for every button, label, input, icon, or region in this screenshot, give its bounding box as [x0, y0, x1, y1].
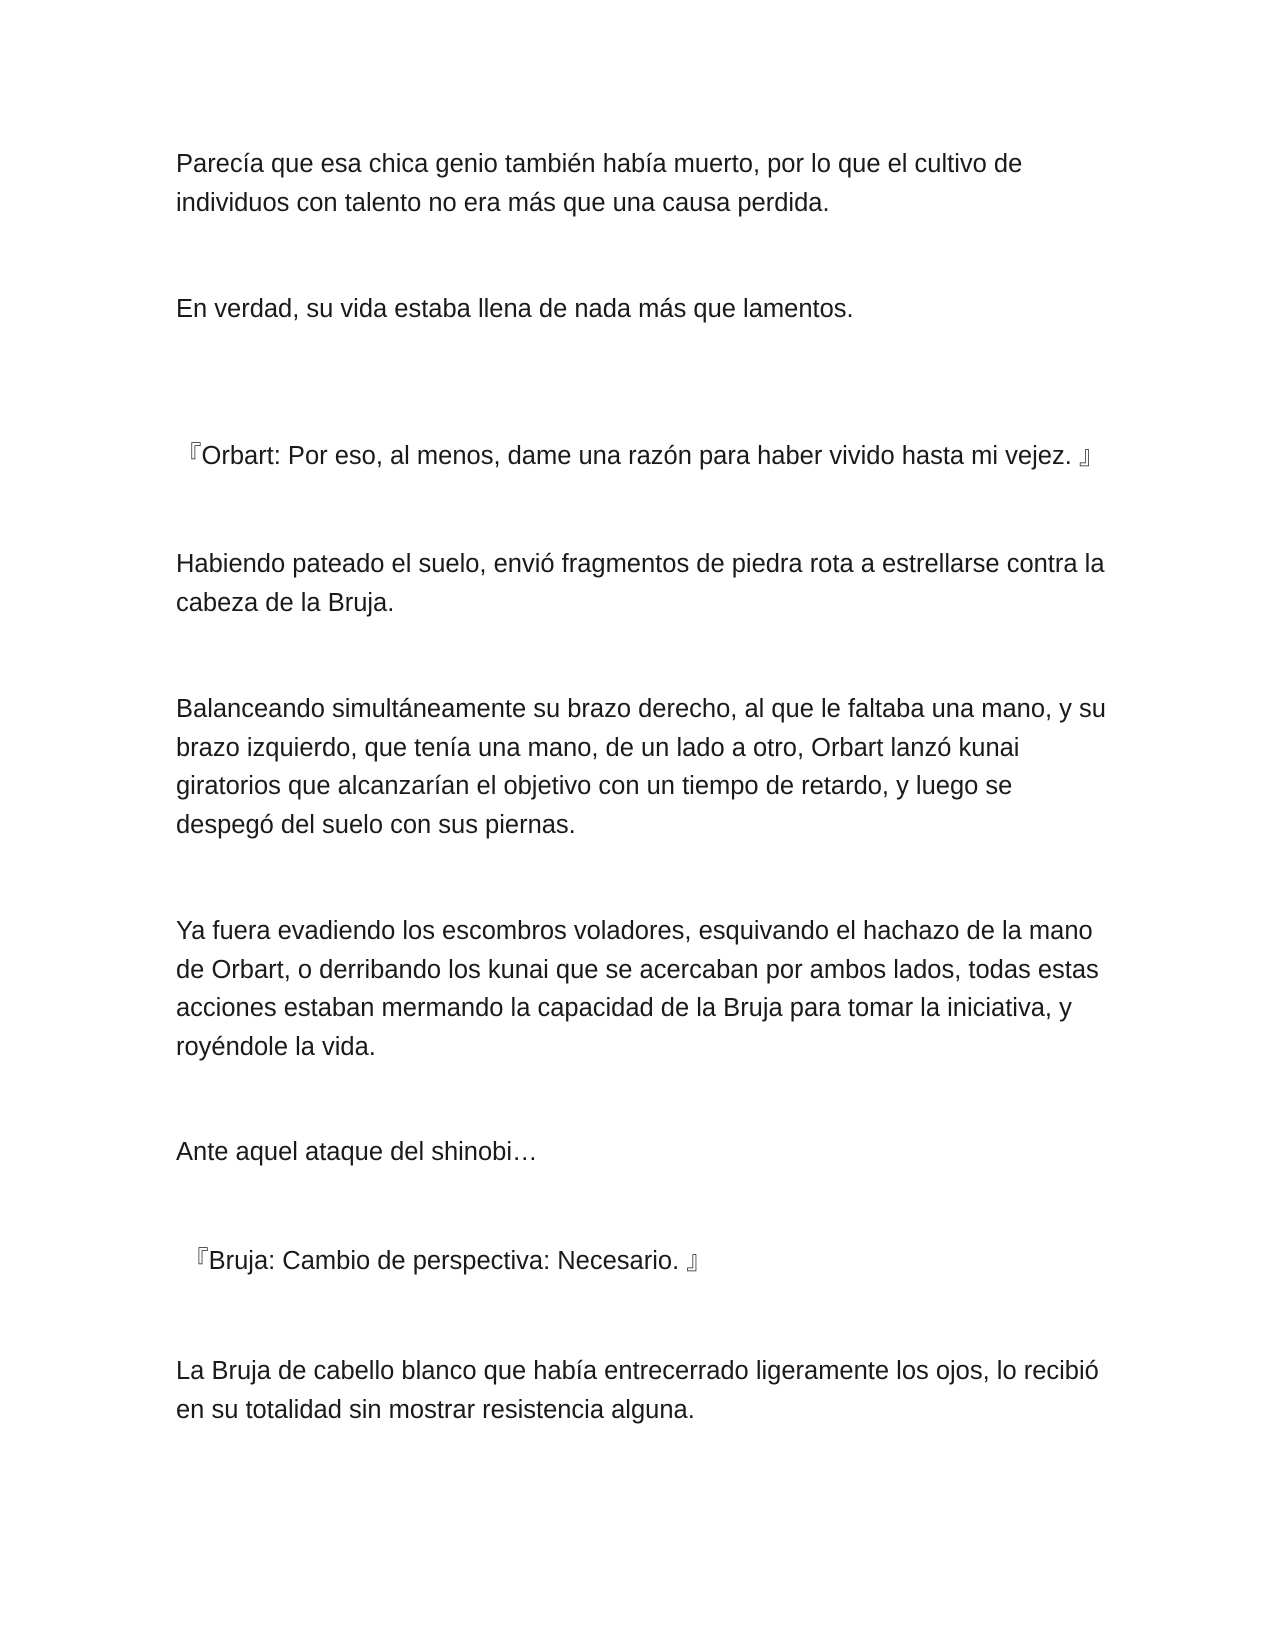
paragraph-7: La Bruja de cabello blanco que había entrecerrado ligeramente los ojos, lo recibió en su totalidad sin mostrar resistencia alguna.: [176, 1357, 1106, 1424]
paragraph-4: Balanceando simultáneamente su brazo derecho, al que le faltaba una mano, y su brazo izquierdo, que tenía una mano, de un lado a otro, Orbart lanzó kunai giratorios que alcanzarían el objetivo con un tiempo de retardo, y luego se despegó del suelo con sus piernas.: [176, 695, 1114, 839]
paragraph-5: Ya fuera evadiendo los escombros voladores, esquivando el hachazo de la mano de Orbart, o derribando los kunai que se acercaban por ambos lados, todas estas acciones estaban mermando la capacidad de la Bruja para tomar la iniciativa, y royéndole la vida.: [176, 917, 1106, 1061]
dialogue-orbart: 『Orbart: Por eso, al menos, dame una razón para haber vivido hasta mi vejez. 』: [176, 403, 1105, 470]
paragraph-1: Parecía que esa chica genio también había muerto, por lo que el cultivo de individuos con talento no era más que una causa perdida.: [176, 150, 1030, 217]
paragraph-6: Ante aquel ataque del shinobi…: [176, 1138, 538, 1166]
dialogue-bruja: 『Bruja: Cambio de perspectiva: Necesario. 』: [176, 1247, 712, 1275]
paragraph-2: En verdad, su vida estaba llena de nada más que lamentos.: [176, 295, 854, 323]
paragraph-3: Habiendo pateado el suelo, envió fragmentos de piedra rota a estrellarse contra la cabeza de la Bruja.: [176, 550, 1112, 617]
